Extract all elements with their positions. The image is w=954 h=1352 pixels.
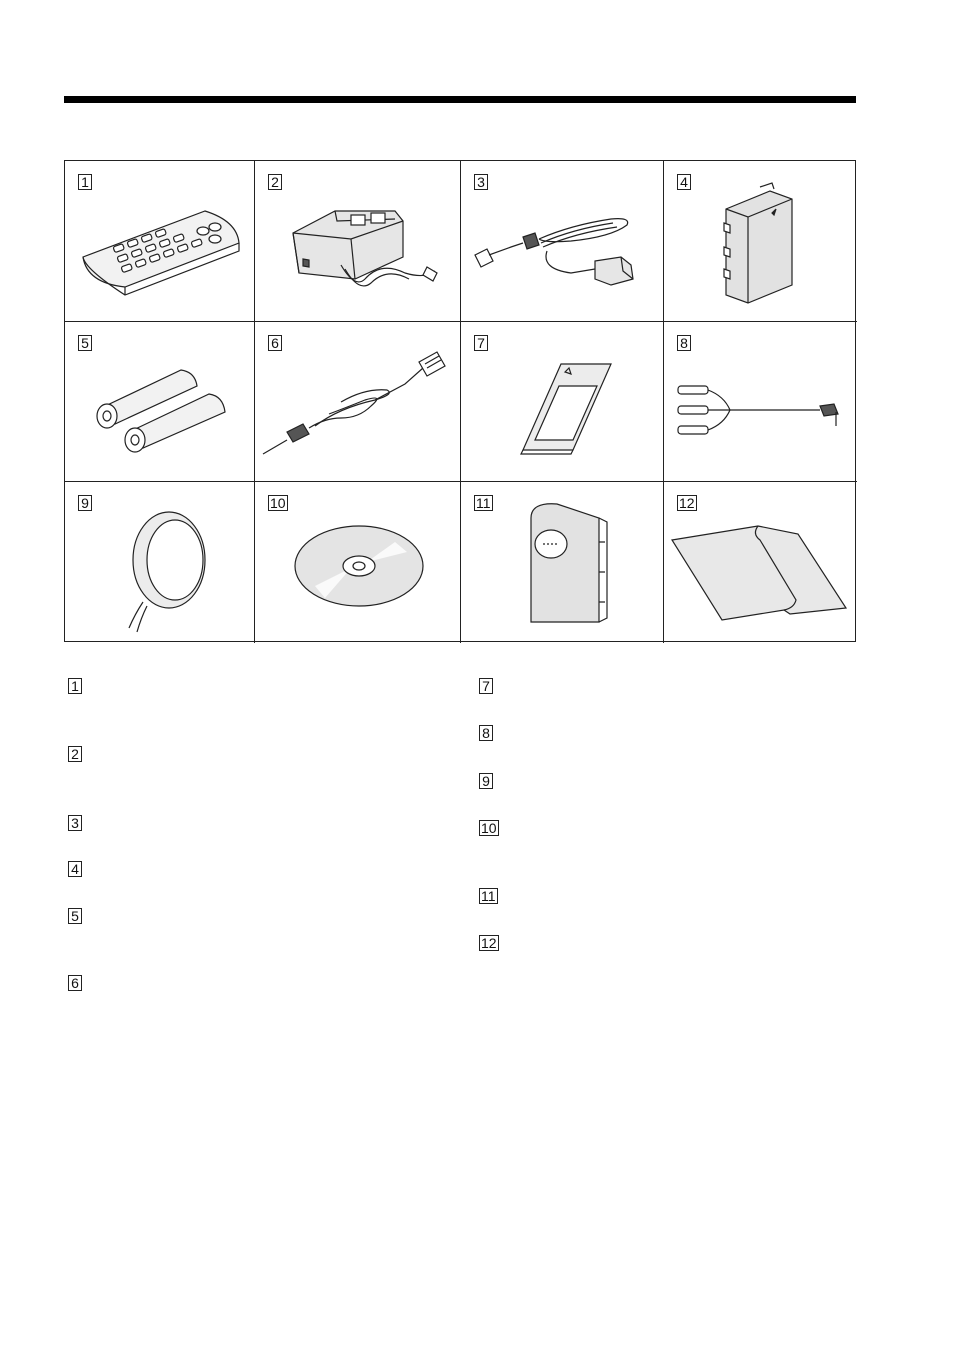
remote-commander-icon <box>65 161 255 322</box>
ac-adaptor-icon <box>255 161 461 322</box>
accessory-cell-3 <box>461 161 664 322</box>
cleaning-cloth-icon <box>664 482 857 643</box>
item-number-badge: 3 <box>68 815 82 831</box>
accessory-cell-2 <box>255 161 461 322</box>
item-number-badge: 1 <box>68 678 82 694</box>
item-number-badge: 5 <box>68 908 82 924</box>
accessory-cell-10 <box>255 482 461 643</box>
list-item <box>479 725 493 743</box>
item-number-badge: 3 <box>474 174 488 190</box>
item-number-badge: 2 <box>268 174 282 190</box>
item-number-badge: 9 <box>479 773 493 789</box>
av-connecting-cable-icon <box>664 322 857 482</box>
terminal-cover-icon <box>461 482 664 643</box>
item-number-badge: 12 <box>481 935 497 951</box>
list-item <box>479 678 493 696</box>
list-item <box>479 888 498 906</box>
item-number-badge: 10 <box>270 495 286 511</box>
list-item <box>68 975 82 993</box>
list-item <box>68 746 82 764</box>
item-number-badge: 10 <box>481 820 497 836</box>
accessory-cell-7 <box>461 322 664 482</box>
item-number-badge: 2 <box>68 746 82 762</box>
list-item <box>68 861 82 879</box>
accessory-cell-6 <box>255 322 461 482</box>
item-number-badge: 7 <box>479 678 493 694</box>
accessory-cell-1 <box>65 161 255 322</box>
item-number-badge: 9 <box>78 495 92 511</box>
list-item <box>479 773 493 791</box>
list-item <box>68 908 82 926</box>
item-number-badge: 11 <box>476 495 491 511</box>
accessory-cell-9 <box>65 482 255 643</box>
list-item <box>479 820 499 838</box>
usb-serial-cable-icon <box>255 322 461 482</box>
header-rule <box>64 96 856 103</box>
item-number-badge: 4 <box>68 861 82 877</box>
item-number-badge: 6 <box>68 975 82 991</box>
accessory-cell-8 <box>664 322 857 482</box>
item-number-badge: 7 <box>474 335 488 351</box>
item-number-badge: 8 <box>677 335 691 351</box>
item-number-badge: 4 <box>677 174 691 190</box>
dc-connecting-cord-icon <box>461 161 664 322</box>
lens-cap-icon <box>65 482 255 643</box>
accessory-cell-4 <box>664 161 857 322</box>
item-number-badge: 11 <box>481 888 496 904</box>
accessory-cell-12 <box>664 482 857 643</box>
accessory-grid <box>64 160 856 642</box>
item-number-badge: 6 <box>268 335 282 351</box>
item-number-badge: 8 <box>479 725 493 741</box>
accessory-cell-11 <box>461 482 664 643</box>
list-item <box>68 815 82 833</box>
aa-batteries-icon <box>65 322 255 482</box>
cd-rom-icon <box>255 482 461 643</box>
item-number-badge: 1 <box>78 174 92 190</box>
battery-pack-icon <box>664 161 857 322</box>
accessory-cell-5 <box>65 322 255 482</box>
list-item <box>479 935 499 953</box>
memory-stick-icon <box>461 322 664 482</box>
list-item <box>68 678 82 696</box>
item-number-badge: 12 <box>679 495 695 511</box>
item-number-badge: 5 <box>78 335 92 351</box>
